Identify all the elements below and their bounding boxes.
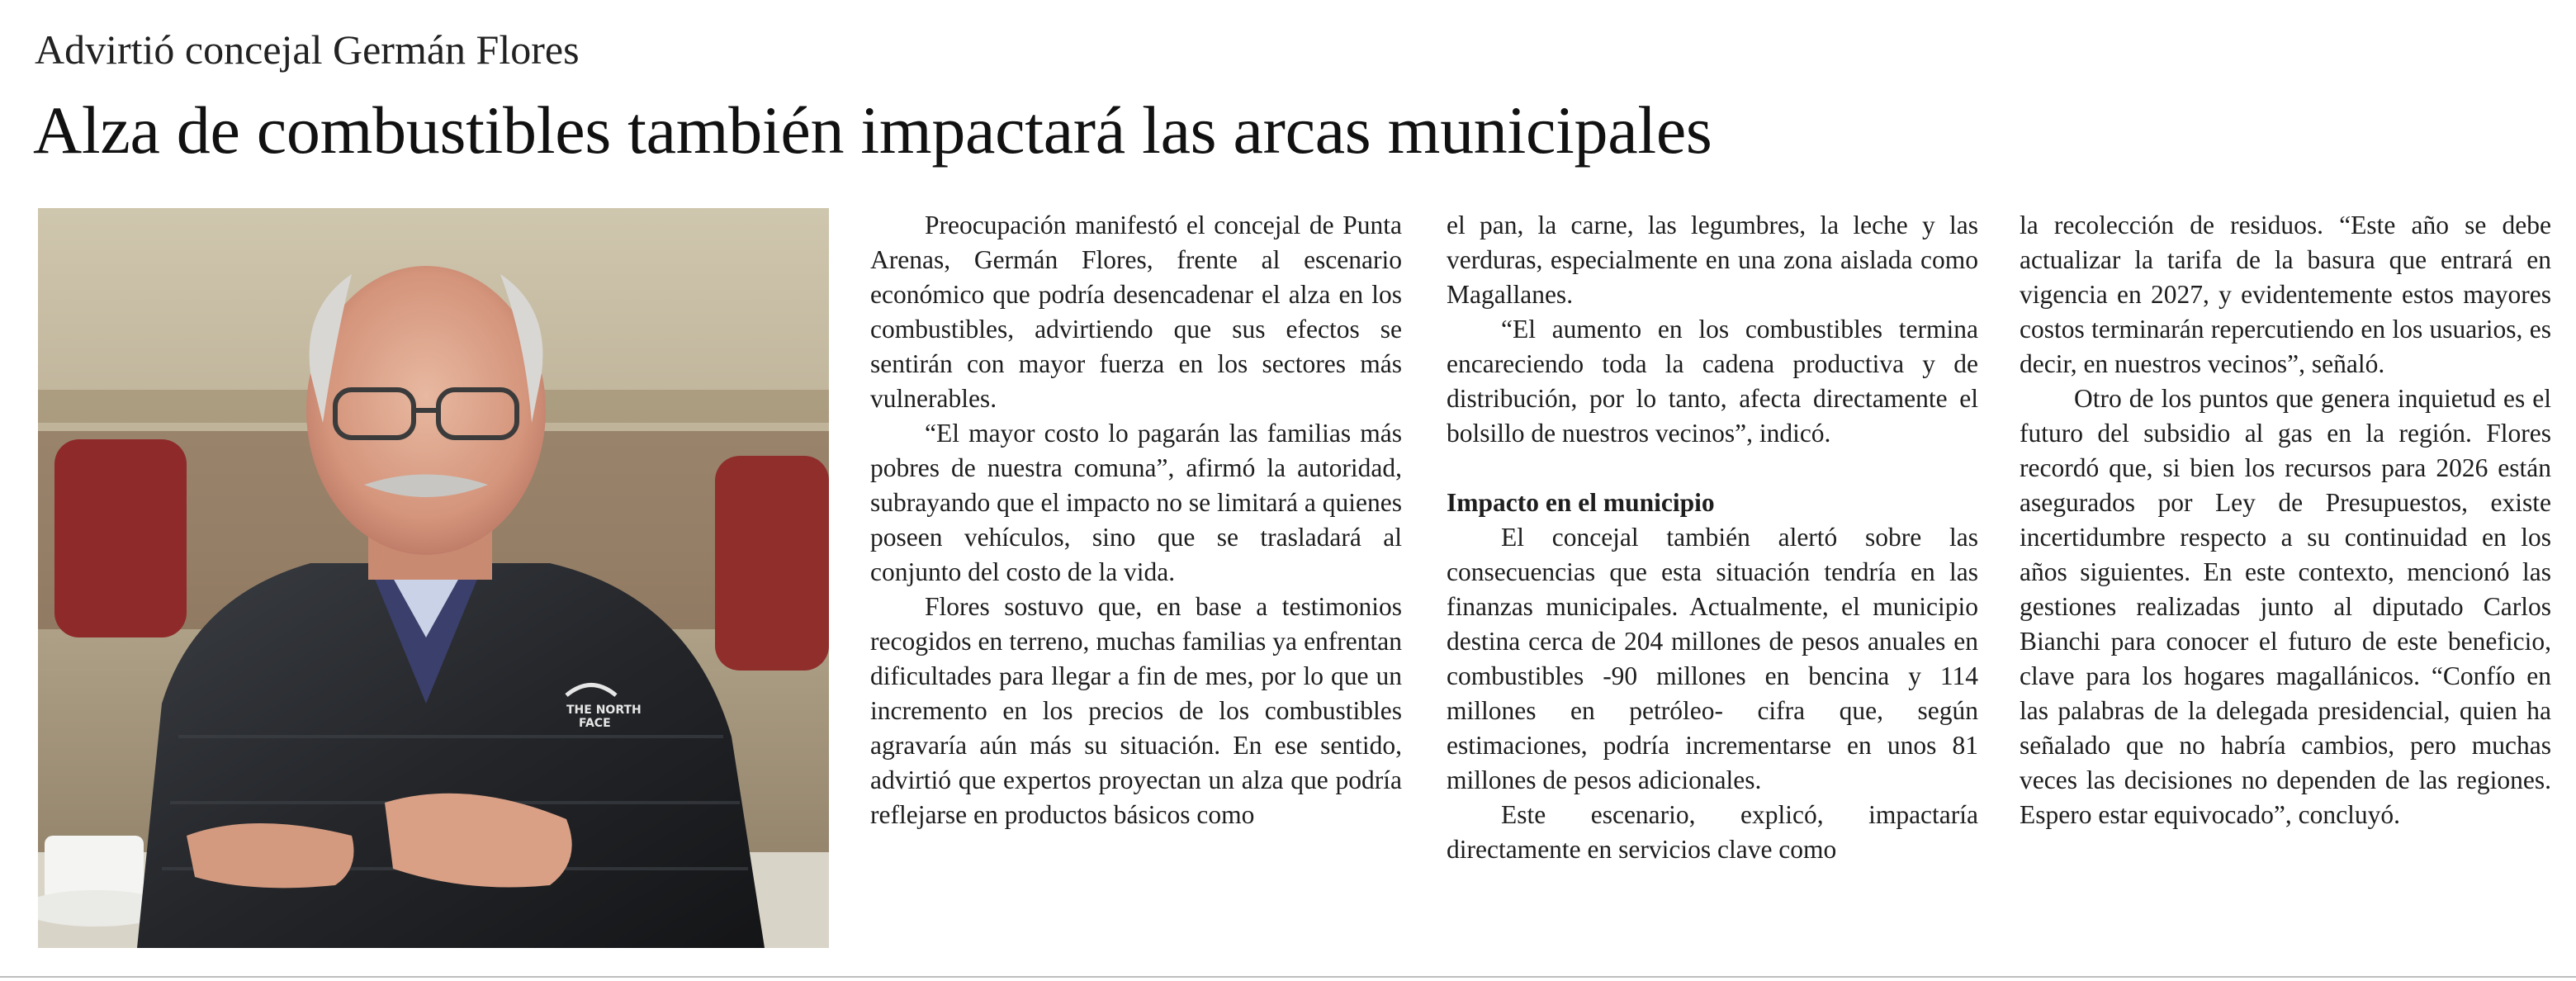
article-paragraph: El concejal también alertó sobre las consecuencias que esta situación tendría en las finanzas municipales. Actualmente, el municipio destina cerca de 204 millones de pesos anuales en combustibles -90 millones en bencina y 114 millones en petróleo- cifra que, según estimaciones, podría incrementarse en unos 81 millones de pesos adicionales. [1447,523,1978,794]
article-paragraph: la recolección de residuos. “Este año se debe actualizar la tarifa de la basura que entrará en vigencia en 2027, y evidentemente estos mayores costos terminarán repercutiendo en los usuarios, es decir, en nuestros vecinos”, señaló. [2020,211,2551,378]
article-paragraph: “El mayor costo lo pagarán las familias más pobres de nuestra comuna”, afirmó la autoridad, subrayando que el impacto no se limitará a quienes poseen vehículos, sino que se trasladará al conjunto del costo de la vida. [870,419,1402,586]
article-paragraph: el pan, la carne, las legumbres, la leche y las verduras, especialmente en una zona aislada como Magallanes. [1447,211,1978,309]
svg-text:FACE: FACE [579,717,611,730]
article-column-1 [870,208,1402,951]
article-column-3 [2020,208,2551,951]
article-kicker: Advirtió concejal Germán Flores [35,26,580,73]
article-paragraph: Flores sostuvo que, en base a testimonios recogidos en terreno, muchas familias ya enfrentan dificultades para llegar a fin de mes, por lo que un incremento en los precios de los combustibles agravaría aún más su situación. En ese sentido, advirtió que expertos proyectan un alza que podría reflejarse en productos básicos como [870,592,1402,829]
article-paragraph: Otro de los puntos que genera inquietud es el futuro del subsidio al gas en la región. Flores recordó que, si bien los recursos para 2026 están asegurados por Ley de Presupuestos, existe incertidumbre respecto a su continuidad en los años siguientes. En este contexto, mencionó las gestiones realizadas junto al diputado Carlos Bianchi para conocer el futuro de este beneficio, clave para los hogares magallánicos. “Confío en las palabras de la delegada presidencial, quien ha señalado que no habría cambios, pero muchas veces las decisiones no dependen de las regiones. Espero estar equivocado”, concluyó. [2020,384,2551,829]
article-paragraph: Preocupación manifestó el concejal de Punta Arenas, Germán Flores, frente al escenario económico que podría desencadenar el alza en los combustibles, advirtiendo que sus efectos se sentirán con mayor fuerza en los sectores más vulnerables. [870,211,1402,413]
article-paragraph: Este escenario, explicó, impactaría directamente en servicios clave como [1447,800,1978,864]
section-subhead: Impacto en el municipio [1447,488,1715,517]
article-headline: Alza de combustibles también impactará las arcas municipales [33,92,1712,168]
article-photo [38,208,829,948]
article-column-2 [1447,208,1978,951]
bottom-divider [0,976,2576,978]
svg-text:THE NORTH: THE NORTH [566,704,642,717]
article-paragraph: “El aumento en los combustibles termina encareciendo toda la cadena productiva y de distribución, por lo tanto, afecta directamente el bolsillo de nuestros vecinos”, indicó. [1447,315,1978,448]
